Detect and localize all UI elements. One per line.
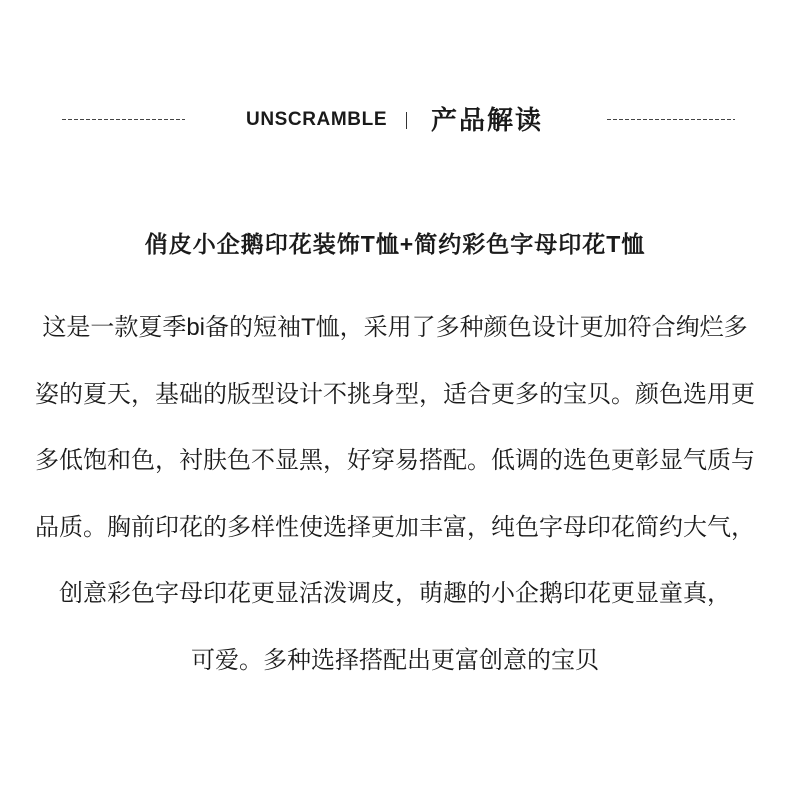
header-label-cn: 产品解读	[431, 105, 544, 135]
description-line: 姿的夏天，基础的版型设计不挑身型，适合更多的宝贝。颜色选用更	[35, 380, 755, 408]
description-line: 多低饱和色，衬肤色不显黑，好穿易搭配。低调的选色更彰显气质与	[35, 447, 755, 474]
dashed-line-right	[607, 119, 735, 120]
header-label-en: UNSCRAMBLE	[246, 109, 388, 130]
dashed-line-left	[62, 119, 185, 120]
header-divider	[406, 112, 407, 129]
description-line: 这是一款夏季bi备的短袖T恤，采用了多种颜色设计更加符合绚烂多	[42, 314, 748, 341]
description-line: 品质。胸前印花的多样性使选择更加丰富，纯色字母印花简约大气，	[35, 513, 755, 541]
description-line: 可爱。多种选择搭配出更富创意的宝贝	[191, 646, 599, 674]
description-line: 创意彩色字母印花更显活泼调皮，萌趣的小企鹅印花更显童真，	[59, 580, 731, 607]
product-title: 俏皮小企鹅印花装饰T恤+简约彩色字母印花T恤	[144, 231, 646, 257]
product-description	[0, 295, 790, 694]
